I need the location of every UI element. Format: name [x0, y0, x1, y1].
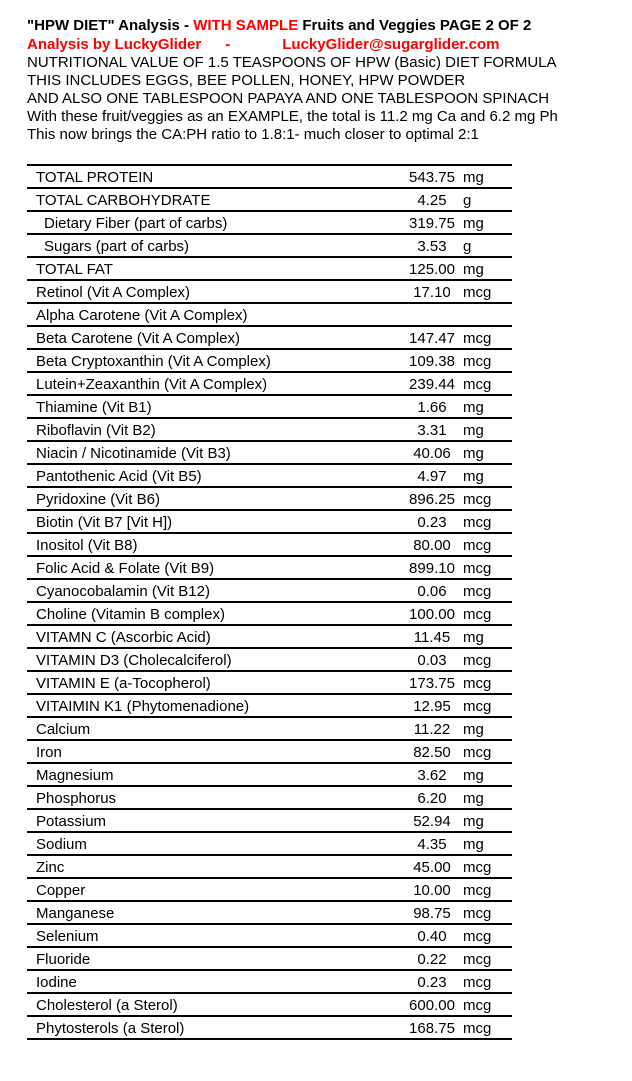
- table-row: [27, 304, 512, 327]
- title-highlight: WITH SAMPLE: [193, 17, 299, 34]
- table-row: [27, 695, 512, 718]
- nutrient-unit: mcg: [463, 882, 492, 899]
- nutrient-name: Magnesium: [36, 767, 114, 784]
- nutrient-unit: mcg: [463, 537, 492, 554]
- nutrient-unit: mg: [463, 261, 484, 278]
- nutrient-unit: mcg: [463, 698, 492, 715]
- document-header: [27, 16, 627, 144]
- table-row: [27, 741, 512, 764]
- nutrient-unit: mcg: [463, 974, 492, 991]
- nutrient-value: 168.75: [409, 1020, 455, 1037]
- nutrient-name: TOTAL FAT: [36, 261, 113, 278]
- nutrient-value: 0.22: [417, 951, 447, 968]
- nutrient-unit: mcg: [463, 997, 492, 1014]
- title-prefix: "HPW DIET" Analysis -: [27, 17, 194, 34]
- nutrient-name: Potassium: [36, 813, 107, 830]
- nutrient-name: Iron: [36, 744, 62, 761]
- nutrient-unit: mg: [463, 169, 484, 186]
- table-row: [27, 442, 512, 465]
- byline: [27, 35, 627, 54]
- nutrient-unit: mg: [463, 629, 484, 646]
- nutrient-unit: mcg: [463, 376, 492, 393]
- nutrient-name: TOTAL PROTEIN: [36, 169, 154, 186]
- nutrient-unit: mcg: [463, 606, 492, 623]
- nutrient-unit: mg: [463, 468, 484, 485]
- nutrient-value: 543.75: [409, 169, 455, 186]
- nutrient-name: Zinc: [36, 859, 65, 876]
- nutrient-name: Beta Carotene (Vit A Complex): [36, 330, 240, 347]
- nutrient-name: Phosphorus: [36, 790, 117, 807]
- nutrient-value: 4.35: [417, 836, 447, 853]
- nutrient-value: 896.25: [409, 491, 455, 508]
- nutrient-name: Retinol (Vit A Complex): [36, 284, 190, 301]
- description-line-1: NUTRITIONAL VALUE OF 1.5 TEASPOONS OF HPW (Basic) DIET FORMULA: [27, 54, 557, 71]
- nutrient-value: 4.25: [417, 192, 447, 209]
- nutrient-value: 6.20: [417, 790, 447, 807]
- nutrient-value: 0.23: [417, 974, 447, 991]
- table-row: [27, 994, 512, 1017]
- nutrient-value: 239.44: [409, 376, 455, 393]
- nutrient-name: Sodium: [36, 836, 87, 853]
- nutrient-name: Cyanocobalamin (Vit B12): [36, 583, 210, 600]
- nutrient-unit: mcg: [463, 491, 492, 508]
- nutrient-unit: mcg: [463, 859, 492, 876]
- nutrient-name: Beta Cryptoxanthin (Vit A Complex): [36, 353, 271, 370]
- nutrient-value: 109.38: [409, 353, 455, 370]
- nutrient-name: Folic Acid & Folate (Vit B9): [36, 560, 215, 577]
- table-row: [27, 557, 512, 580]
- nutrient-unit: mcg: [463, 652, 492, 669]
- nutrient-name: Selenium: [36, 928, 99, 945]
- nutrient-value: 11.22: [413, 721, 451, 738]
- nutrient-value: 173.75: [409, 675, 455, 692]
- nutrient-value: 3.31: [417, 422, 447, 439]
- nutrient-value: 4.97: [417, 468, 447, 485]
- nutrient-unit: mcg: [463, 353, 492, 370]
- table-row: [27, 534, 512, 557]
- nutrient-value: 3.53: [417, 238, 447, 255]
- nutrient-unit: mg: [463, 721, 484, 738]
- table-row: [27, 189, 512, 212]
- nutrient-value: 0.03: [417, 652, 447, 669]
- nutrient-unit: g: [463, 192, 472, 209]
- nutrient-unit: mg: [463, 445, 484, 462]
- table-row: [27, 327, 512, 350]
- nutrient-name: Biotin (Vit B7 [Vit H]): [36, 514, 173, 531]
- nutrient-unit: mg: [463, 790, 484, 807]
- nutrient-unit: mg: [463, 399, 484, 416]
- nutrient-name: Dietary Fiber (part of carbs): [44, 215, 228, 232]
- nutrient-value: 147.47: [409, 330, 455, 347]
- nutrient-unit: mcg: [463, 560, 492, 577]
- table-row: [27, 626, 512, 649]
- table-row: [27, 580, 512, 603]
- table-row: [27, 925, 512, 948]
- byline-author: Analysis by LuckyGlider: [27, 36, 202, 53]
- nutrient-name: Pantothenic Acid (Vit B5): [36, 468, 202, 485]
- description-line-4: With these fruit/veggies as an EXAMPLE, the total is 11.2 mg Ca and 6.2 mg Ph: [27, 108, 558, 125]
- table-row: [27, 373, 512, 396]
- nutrient-name: Phytosterols (a Sterol): [36, 1020, 185, 1037]
- nutrient-name: Riboflavin (Vit B2): [36, 422, 156, 439]
- table-row: [27, 1017, 512, 1040]
- description-line-2: THIS INCLUDES EGGS, BEE POLLEN, HONEY, HPW POWDER: [27, 72, 466, 89]
- nutrient-value: 899.10: [409, 560, 455, 577]
- nutrient-unit: mcg: [463, 928, 492, 945]
- nutrient-value: 82.50: [413, 744, 451, 761]
- byline-dash: -: [225, 36, 231, 53]
- table-row: [27, 971, 512, 994]
- nutrient-value: 0.23: [417, 514, 447, 531]
- nutrient-unit: mcg: [463, 330, 492, 347]
- table-row: [27, 787, 512, 810]
- nutrient-unit: mcg: [463, 284, 492, 301]
- table-row: [27, 511, 512, 534]
- nutrient-value: 45.00: [413, 859, 451, 876]
- nutrient-unit: mg: [463, 813, 484, 830]
- nutrient-value: 600.00: [409, 997, 455, 1014]
- nutrient-value: 11.45: [413, 629, 451, 646]
- nutrient-value: 1.66: [417, 399, 447, 416]
- table-row: [27, 718, 512, 741]
- nutrient-unit: mcg: [463, 951, 492, 968]
- nutrient-value: 0.40: [417, 928, 447, 945]
- table-row: [27, 948, 512, 971]
- table-row: [27, 649, 512, 672]
- table-row: [27, 281, 512, 304]
- table-row: [27, 672, 512, 695]
- description-line-3: AND ALSO ONE TABLESPOON PAPAYA AND ONE TABLESPOON SPINACH: [27, 90, 550, 107]
- nutrient-name: Lutein+Zeaxanthin (Vit A Complex): [36, 376, 268, 393]
- table-row: [27, 212, 512, 235]
- nutrient-name: Alpha Carotene (Vit A Complex): [36, 307, 248, 324]
- table-row: [27, 166, 512, 189]
- nutrition-table: [27, 164, 512, 1040]
- nutrient-value: 40.06: [413, 445, 451, 462]
- nutrient-unit: mcg: [463, 583, 492, 600]
- nutrient-name: VITAMIN E (a-Tocopherol): [36, 675, 211, 692]
- nutrient-name: Calcium: [36, 721, 91, 738]
- table-row: [27, 488, 512, 511]
- table-row: [27, 350, 512, 373]
- nutrient-name: VITAIMIN K1 (Phytomenadione): [36, 698, 250, 715]
- nutrient-unit: mcg: [463, 675, 492, 692]
- nutrient-unit: mcg: [463, 905, 492, 922]
- table-row: [27, 235, 512, 258]
- nutrient-name: Iodine: [36, 974, 77, 991]
- nutrient-name: Cholesterol (a Sterol): [36, 997, 178, 1014]
- table-row: [27, 856, 512, 879]
- nutrient-name: Choline (Vitamin B complex): [36, 606, 225, 623]
- nutrient-name: Copper: [36, 882, 86, 899]
- table-row: [27, 764, 512, 787]
- table-row: [27, 603, 512, 626]
- nutrient-value: 319.75: [409, 215, 455, 232]
- nutrient-value: 0.06: [417, 583, 447, 600]
- nutrient-name: TOTAL CARBOHYDRATE: [36, 192, 211, 209]
- nutrient-name: Thiamine (Vit B1): [36, 399, 152, 416]
- nutrient-value: 98.75: [413, 905, 451, 922]
- nutrient-unit: g: [463, 238, 472, 255]
- nutrient-value: 52.94: [413, 813, 451, 830]
- nutrient-unit: mcg: [463, 514, 492, 531]
- nutrient-name: Manganese: [36, 905, 115, 922]
- nutrient-name: Inositol (Vit B8): [36, 537, 138, 554]
- nutrient-name: Niacin / Nicotinamide (Vit B3): [36, 445, 231, 462]
- nutrient-unit: mg: [463, 422, 484, 439]
- nutrient-value: 10.00: [413, 882, 451, 899]
- nutrient-unit: mg: [463, 767, 484, 784]
- nutrient-name: Pyridoxine (Vit B6): [36, 491, 160, 508]
- table-row: [27, 879, 512, 902]
- table-row: [27, 902, 512, 925]
- nutrient-name: Fluoride: [36, 951, 91, 968]
- table-row: [27, 396, 512, 419]
- table-row: [27, 465, 512, 488]
- nutrient-unit: mg: [463, 836, 484, 853]
- nutrient-unit: mcg: [463, 1020, 492, 1037]
- description-line-5: This now brings the CA:PH ratio to 1.8:1- much closer to optimal 2:1: [27, 126, 479, 143]
- nutrient-value: 80.00: [413, 537, 451, 554]
- nutrient-name: VITAMN C (Ascorbic Acid): [36, 629, 211, 646]
- nutrient-name: Sugars (part of carbs): [44, 238, 190, 255]
- nutrient-unit: mg: [463, 215, 484, 232]
- nutrient-value: 100.00: [409, 606, 455, 623]
- nutrient-value: 12.95: [413, 698, 451, 715]
- nutrient-name: VITAMIN D3 (Cholecalciferol): [36, 652, 232, 669]
- table-row: [27, 258, 512, 281]
- table-row: [27, 833, 512, 856]
- nutrient-value: 3.62: [417, 767, 447, 784]
- nutrient-unit: mcg: [463, 744, 492, 761]
- nutrient-value: 17.10: [413, 284, 451, 301]
- table-row: [27, 810, 512, 833]
- byline-email: LuckyGlider@sugarglider.com: [282, 36, 500, 53]
- table-row: [27, 419, 512, 442]
- nutrient-value: 125.00: [409, 261, 455, 278]
- page-title: [27, 16, 627, 35]
- title-suffix: Fruits and Veggies PAGE 2 OF 2: [298, 17, 532, 34]
